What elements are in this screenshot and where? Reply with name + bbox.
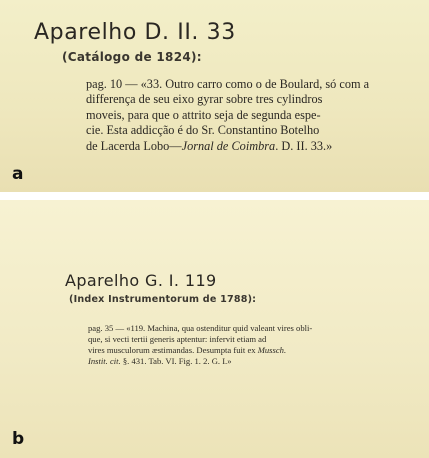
panel-a-line-5-end: . D. II. 33.» (275, 138, 333, 153)
panel-a-line-4: cie. Esta addicção é do Sr. Constantino Botelho (86, 123, 320, 138)
panel-a-subtitle: (Catálogo de 1824): (62, 50, 202, 64)
panel-b-body (88, 323, 356, 367)
document-panel-b (0, 200, 429, 458)
panel-b-title: Aparelho G. I. 119 (65, 271, 217, 290)
panel-a-line-5-start: de Lacerda Lobo— (86, 138, 182, 153)
panel-b-line-1: pag. 35 — «119. Machina, qua ostenditur quid valeant vires obli- (88, 323, 313, 333)
panel-b-label: b (12, 429, 25, 449)
panel-a-journal-title: Jornal de Coimbra (181, 138, 276, 153)
panel-b-author-ref: Mussch. (255, 345, 287, 355)
panel-a-line-2: differença de seu eixo gyrar sobre tres cylindros (86, 92, 323, 107)
panel-a-body (86, 77, 396, 154)
panel-a-label: a (12, 164, 24, 184)
panel-a-line-3: moveis, para que o attrito seja de segunda espe- (86, 107, 321, 122)
panel-a-line-1: pag. 10 — «33. Outro carro como o de Boulard, só com a (86, 77, 370, 91)
panel-b-subtitle: (Index Instrumentorum de 1788): (69, 294, 257, 305)
panel-divider (0, 192, 429, 200)
panel-b-line-4-end: §. 431. Tab. VI. Fig. 1. 2. G. I.» (120, 356, 232, 366)
panel-b-line-2: que, si vecti tertii generis aptentur: infervit etiam ad (88, 334, 267, 344)
panel-b-line-3: vires musculorum æstimandas. Desumpta fuit ex (88, 345, 256, 355)
document-panel-a (0, 0, 429, 192)
panel-b-instit-ref: Instit. cit. (88, 356, 121, 366)
panel-a-title: Aparelho D. II. 33 (34, 20, 236, 45)
